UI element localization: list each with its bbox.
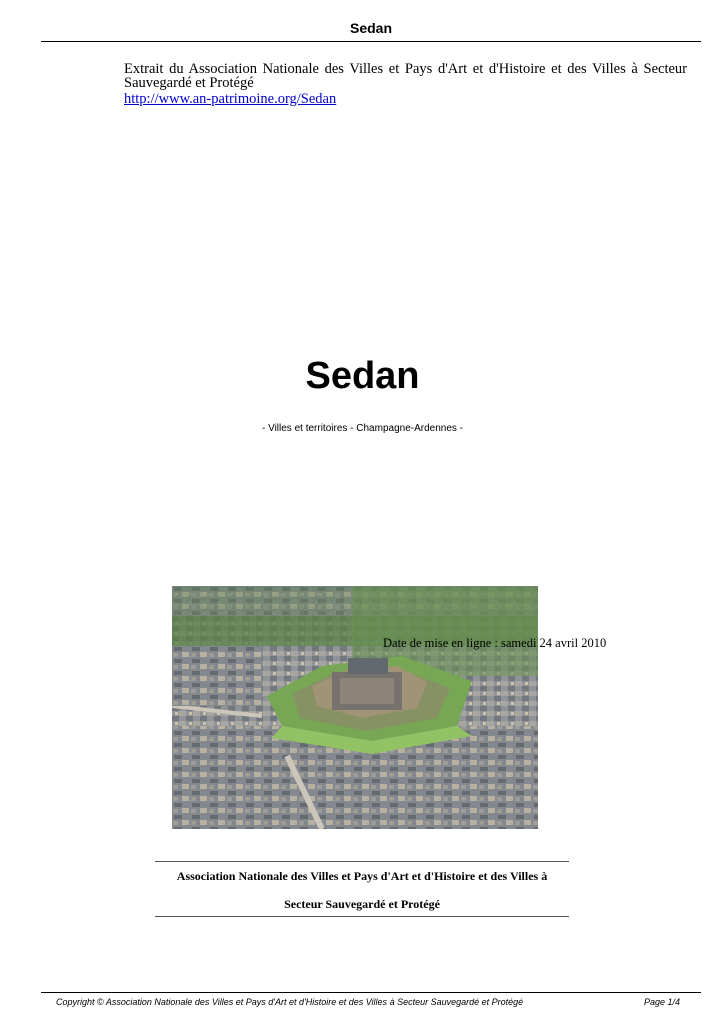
publication-date: Date de mise en ligne : samedi 24 avril 2010 (383, 636, 607, 650)
source-link[interactable]: http://www.an-patrimoine.org/Sedan (124, 91, 337, 107)
footer-copyright: Copyright © Association Nationale des Villes et Pays d'Art et d'Histoire et des Villes à Secteur Sauvegardé et Protégé (56, 997, 524, 1007)
organization-name-line1: Association Nationale des Villes et Pays d'Art et d'Histoire et des Villes à (176, 869, 548, 883)
page-title: Sedan (305, 355, 420, 397)
header-divider (41, 41, 701, 42)
aerial-photo (172, 586, 538, 829)
extract-block (124, 62, 687, 106)
page-number: Page 1/4 (643, 997, 680, 1007)
running-header-title: Sedan (349, 20, 392, 36)
page-subtitle: - Villes et territoires - Champagne-Ardennes - (261, 423, 463, 434)
footer-divider (41, 992, 701, 993)
organization-name-line2: Secteur Sauvegardé et Protégé (284, 897, 440, 911)
extract-text: Extrait du Association Nationale des Villes et Pays d'Art et d'Histoire et des Villes à Secteur Sauvegardé et Protégé (124, 61, 687, 91)
org-divider-bottom (155, 916, 569, 917)
org-divider-top (155, 861, 569, 862)
